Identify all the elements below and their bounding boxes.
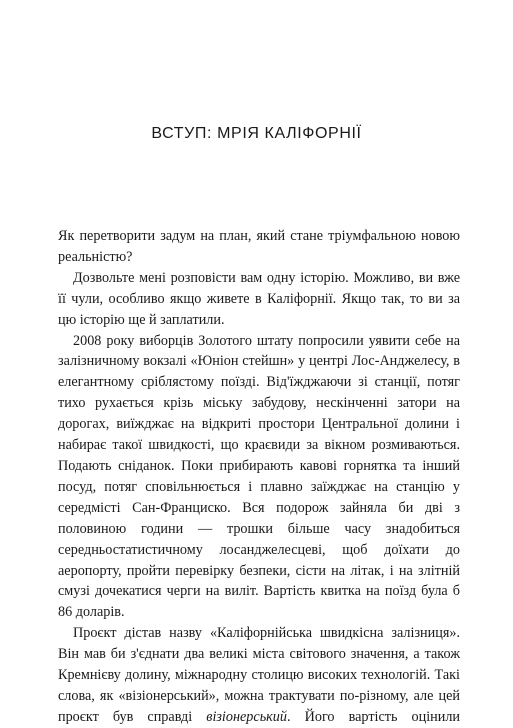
paragraph-4-text-a: Проєкт дістав назву «Каліфорнійська швидкісна залізниця». Він мав би з'єднати два великі міста світового значення, а також Кремнієву долину, міжнародну столицю високих технологій. Такі слова, як «візіонерський», можна трактувати по-різному, але цей проєкт був справді [58, 625, 460, 725]
chapter-title: ВСТУП: МРІЯ КАЛІФОРНІЇ [151, 125, 362, 142]
paragraph-4-text-b: . Його вартість оцінили [286, 708, 460, 725]
paragraph-4-italic: візіонерський [206, 708, 287, 725]
paragraph-4 [58, 623, 460, 728]
paragraph-2: Дозвольте мені розповісти вам одну історію. Можливо, ви вже її чули, особливо якщо живете в Каліфорнії. Якщо так, то ви за цю історію ще й заплатили. [58, 269, 460, 328]
body-text [58, 226, 460, 728]
paragraph-1: Як перетворити задум на план, який стане тріумфальною новою реальністю? [58, 228, 460, 265]
paragraph-3: 2008 року виборців Золотого штату попросили уявити себе на залізничному вокзалі «Юніон стейшн» у центрі Лос-Анджелесу, в елегантному сріблястому поїзді. Від'їжджаючи зі станції, потяг тихо рухається крізь міську забудову, нескінченні затори на дорогах, виїжджає на відкриті простори Центральної долини і набирає такої швидкості, що краєвиди за вікном розмиваються. Подають сніданок. Поки прибирають кавові горнятка та інший посуд, потяг сповільнюється і плавно заїжджає на станцію у середмісті Сан-Франциско. Вся подорож зайняла би дві з половиною години — трошки більше часу знадобиться середньостатистичному лосанджелесцеві, щоб доїхати до аеропорту, пройти перевірку безпеки, сісти на літак, і на злітній смузі дочекатися черги на виліт. Вартість квитка на поїзд була б 86 доларів. [58, 332, 460, 621]
